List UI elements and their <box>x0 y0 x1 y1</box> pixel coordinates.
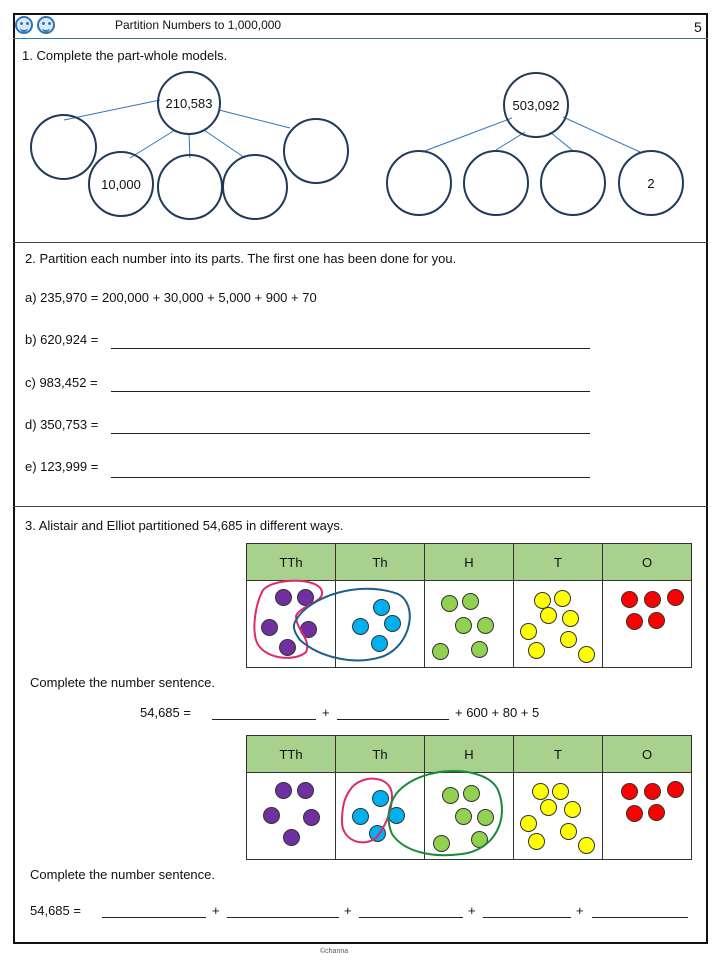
whole-circle: 210,583 <box>157 71 221 135</box>
question-2-prompt: 2. Partition each number into its parts. The first one has been done for you. <box>25 251 457 266</box>
sentence-rest: + 600 + 80 + 5 <box>455 705 540 720</box>
column-header: O <box>603 544 692 581</box>
column-header: H <box>425 736 514 773</box>
item-label: c) 983,452 = <box>25 375 98 390</box>
page-number: 5 <box>694 19 702 35</box>
example-item: a) 235,970 = 200,000 + 30,000 + 5,000 + 900 + 70 <box>25 290 317 305</box>
column-header: TTh <box>247 736 336 773</box>
column-header: Th <box>336 736 425 773</box>
page-title: Partition Numbers to 1,000,000 <box>115 18 282 32</box>
item-label: e) 123,999 = <box>25 459 99 474</box>
plus-sign: + <box>212 903 220 918</box>
answer-blank[interactable] <box>102 917 206 918</box>
column-header: H <box>425 544 514 581</box>
column-header: T <box>514 544 603 581</box>
sentence-start: 54,685 = <box>30 903 81 918</box>
question-1-prompt: 1. Complete the part-whole models. <box>22 48 228 63</box>
answer-blank[interactable] <box>592 917 688 918</box>
column-header: Th <box>336 544 425 581</box>
plus-sign: + <box>344 903 352 918</box>
part-circle: 10,000 <box>88 151 154 217</box>
answer-blank[interactable] <box>359 917 463 918</box>
answer-blank[interactable] <box>483 917 571 918</box>
item-label: b) 620,924 = <box>25 332 99 347</box>
question-3-prompt: 3. Alistair and Elliot partitioned 54,685 in different ways. <box>25 518 344 533</box>
column-header: TTh <box>247 544 336 581</box>
sentence-start: 54,685 = <box>140 705 191 720</box>
instruction-label: Complete the number sentence. <box>30 675 215 690</box>
plus-sign: + <box>576 903 584 918</box>
whole-circle: 503,092 <box>503 72 569 138</box>
part-circle: 2 <box>618 150 684 216</box>
plus-sign: + <box>322 705 330 720</box>
column-header: T <box>514 736 603 773</box>
plus-sign: + <box>468 903 476 918</box>
copyright-footer: ©channa <box>320 948 349 955</box>
answer-blank[interactable] <box>227 917 339 918</box>
column-header: O <box>603 736 692 773</box>
item-label: d) 350,753 = <box>25 417 99 432</box>
instruction-label: Complete the number sentence. <box>30 867 215 882</box>
